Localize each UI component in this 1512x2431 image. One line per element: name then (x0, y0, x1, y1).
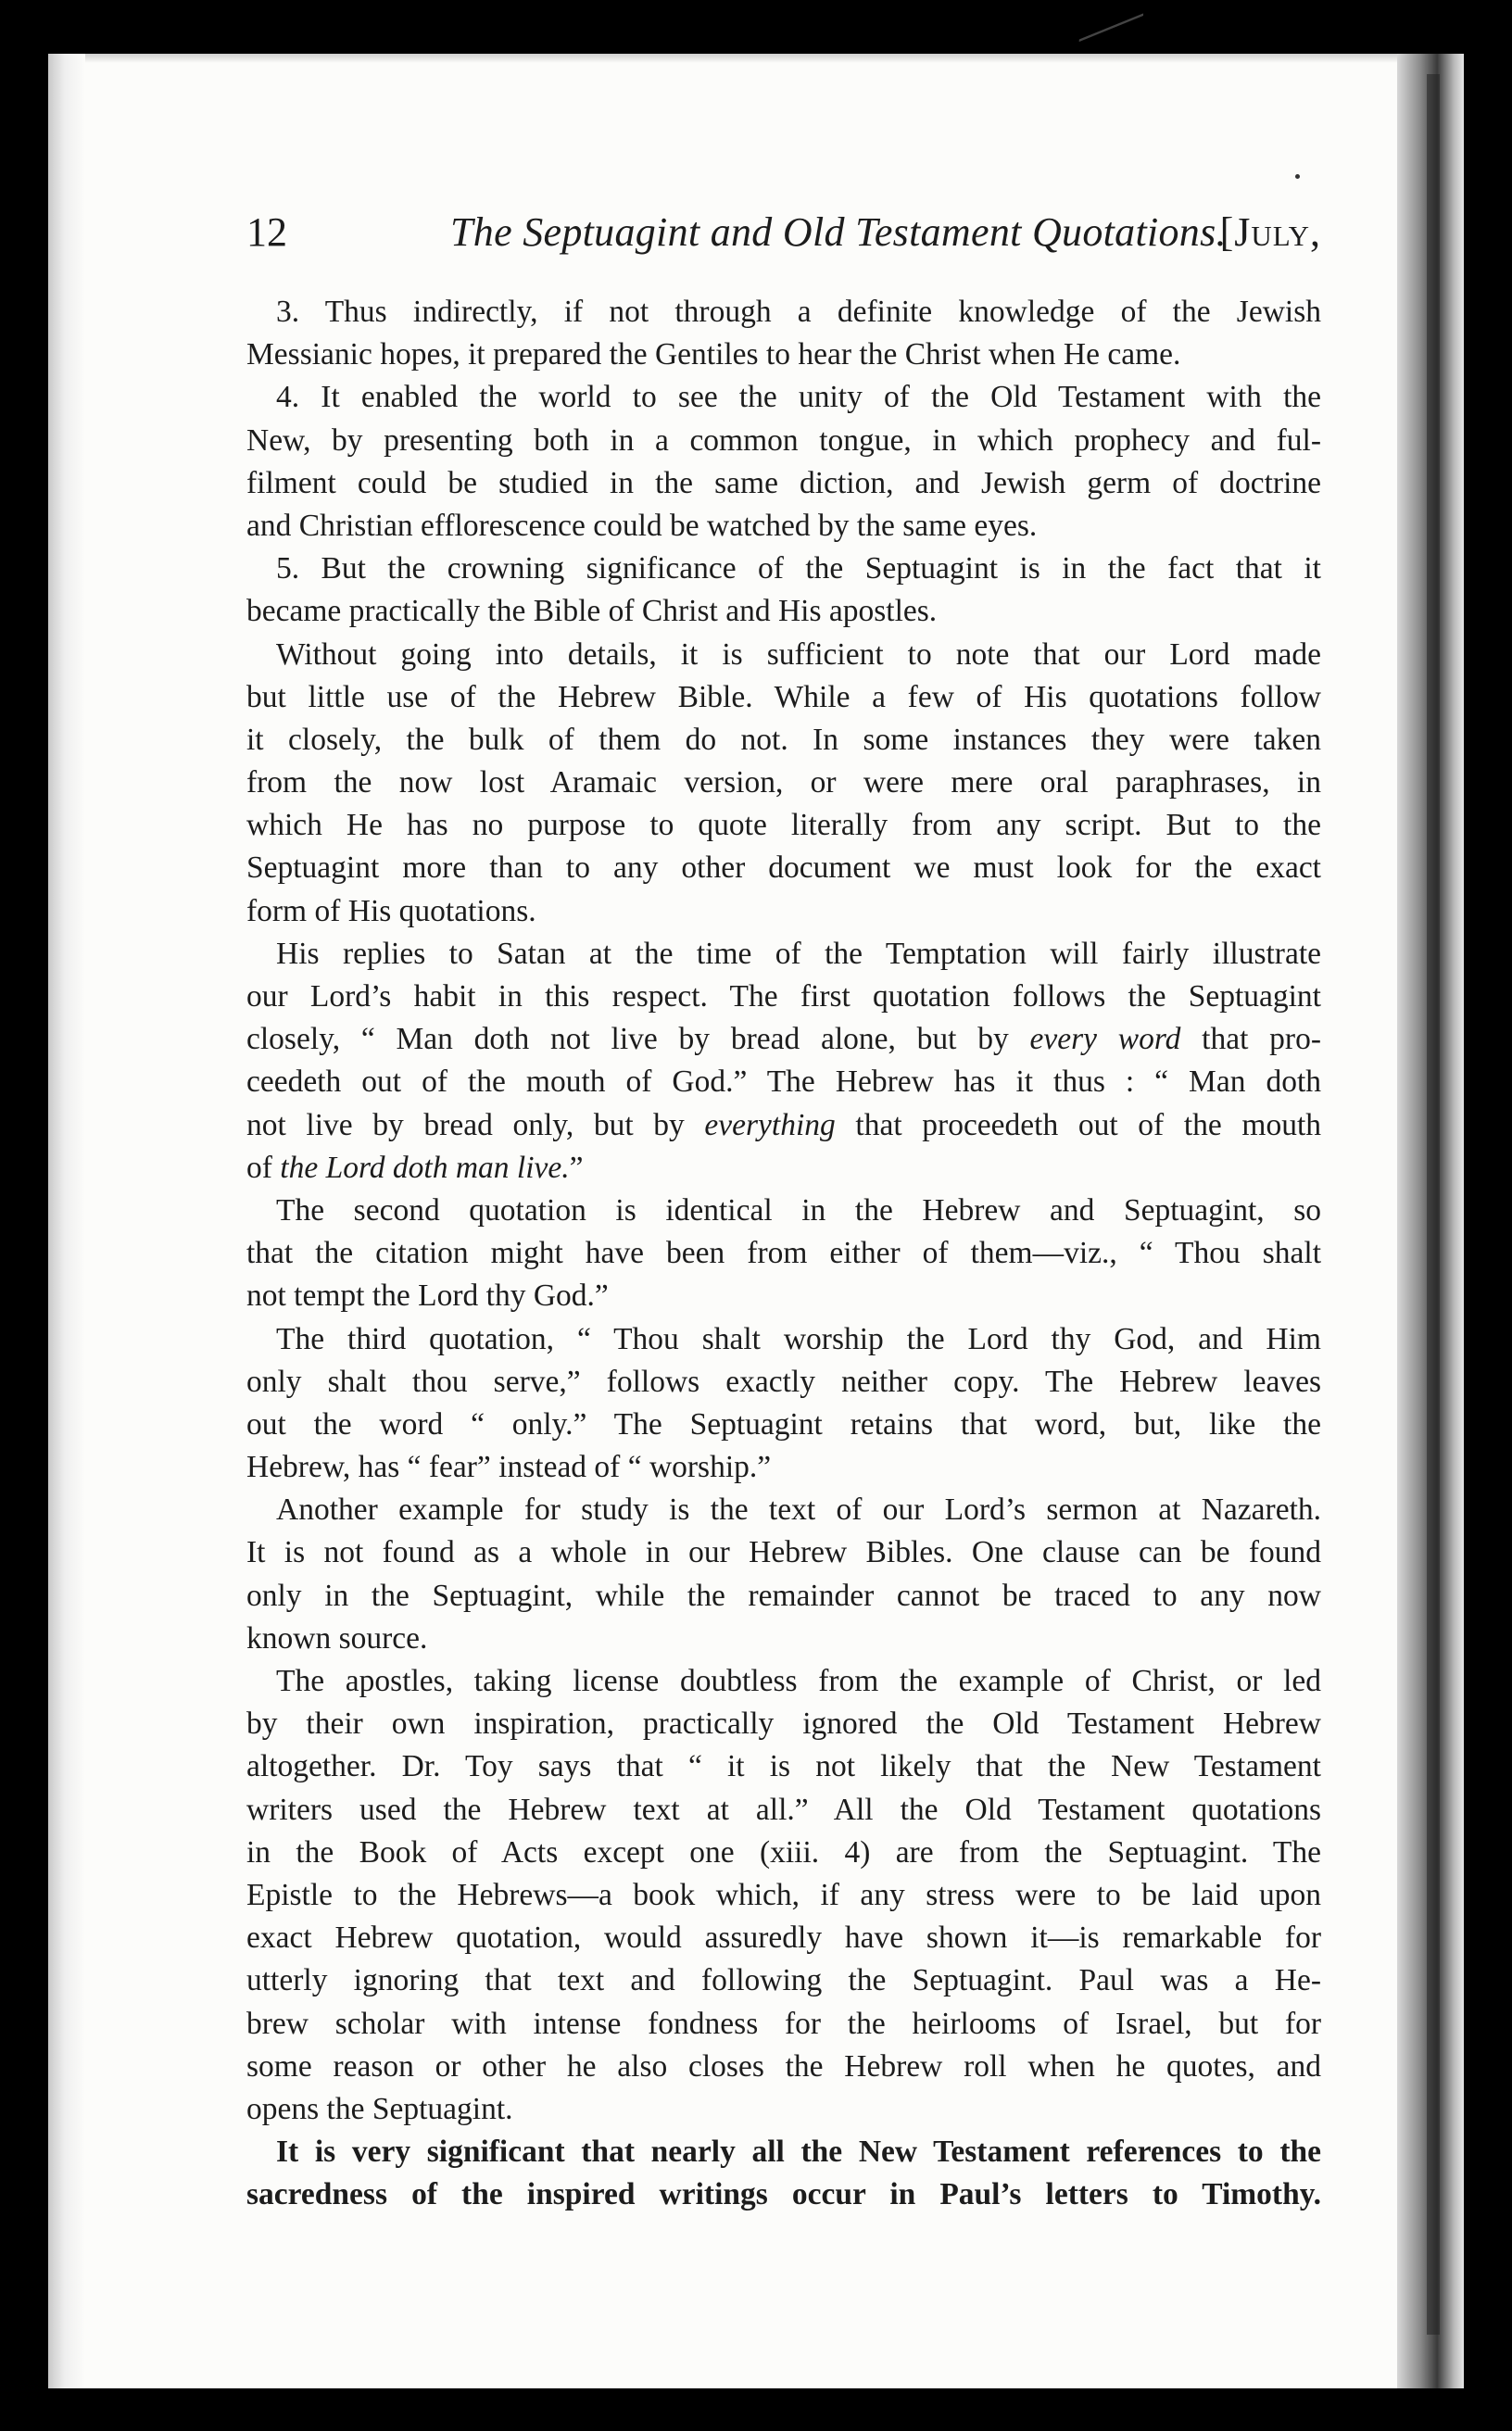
corner-mark (1079, 0, 1145, 42)
text-line: New, by presenting both in a common tongue, in which prophecy and ful- (246, 422, 1321, 458)
text-line: and Christian efflorescence could be watched by the same eyes. (246, 508, 1038, 543)
text-line: it closely, the bulk of them do not. In some instances they were taken (246, 722, 1321, 757)
text-line: but little use of the Hebrew Bible. While a few of His quotations follow (246, 679, 1321, 714)
text-line: by their own inspiration, practically ignored the Old Testament Hebrew (246, 1707, 1321, 1742)
text-line: of the Lord doth man live.” (246, 1150, 584, 1185)
text-line: from the now lost Aramaic version, or were mere oral paraphrases, in (246, 765, 1321, 800)
page-top-shadow (48, 54, 1464, 63)
body-text (246, 291, 1321, 2216)
text-line: The third quotation, “ Thou shalt worship the Lord thy God, and Him (276, 1321, 1321, 1356)
text-line: His replies to Satan at the time of the Temptation will fairly illustrate (276, 936, 1321, 971)
running-header (246, 208, 1321, 273)
text-line: which He has no purpose to quote literally from any script. But to the (246, 808, 1321, 843)
text-line: Another example for study is the text of our Lord’s sermon at Nazareth. (276, 1493, 1321, 1528)
text-line: not tempt the Lord thy God.” (246, 1278, 609, 1314)
text-line: Messianic hopes, it prepared the Gentiles to hear the Christ when He came. (246, 337, 1181, 372)
text-line: Septuagint more than to any other document we must look for the exact (246, 850, 1321, 886)
text-line: became practically the Bible of Christ and His apostles. (246, 594, 938, 629)
text-line: Epistle to the Hebrews—a book which, if any stress were to be laid upon (246, 1877, 1321, 1912)
text-line: form of His quotations. (246, 893, 536, 928)
ink-speck (1295, 174, 1300, 179)
text-line: altogether. Dr. Toy says that “ it is not likely that the New Testament (246, 1749, 1321, 1784)
text-line: our Lord’s habit in this respect. The first quotation follows the Septuagint (246, 979, 1321, 1014)
text-line: 3. Thus indirectly, if not through a definite knowledge of the Jewish (276, 295, 1321, 329)
page-number: 12 (246, 209, 287, 255)
italic-emphasis: every word (1029, 1022, 1181, 1057)
text-line: It is very significant that nearly all the New Testament references to the (276, 2135, 1321, 2170)
text-line: Hebrew, has “ fear” instead of “ worship.” (246, 1450, 772, 1485)
text-line: only in the Septuagint, while the remainder cannot be traced to any now (246, 1578, 1321, 1613)
text-line: out the word “ only.” The Septuagint retains that word, but, like the (246, 1406, 1321, 1442)
text-line: 5. But the crowning significance of the Septuagint is in the fact that it (276, 551, 1321, 586)
text-line: brew scholar with intense fondness for the heirlooms of Israel, but for (246, 2006, 1321, 2041)
text-line: opens the Septuagint. (246, 2091, 513, 2126)
page-right-shadow (1427, 74, 1440, 2335)
text-line: that the citation might have been from either of them—viz., “ Thou shalt (246, 1236, 1321, 1271)
issue-month: [July, (1219, 209, 1321, 255)
italic-emphasis: everything (704, 1107, 836, 1142)
page-left-gutter (48, 54, 85, 2388)
text-line: Without going into details, it is sufficient to note that our Lord made (276, 636, 1321, 672)
text-line: sacredness of the inspired writings occur in Paul’s letters to Timothy. (246, 2177, 1321, 2212)
text-line: ceedeth out of the mouth of God.” The Hebrew has it thus : “ Man doth (246, 1064, 1321, 1100)
running-title: The Septuagint and Old Testament Quotations. (450, 209, 1227, 255)
text-line: not live by bread only, but by everything that proceedeth out of the mouth (246, 1107, 1321, 1142)
text-line: It is not found as a whole in our Hebrew Bibles. One clause can be found (246, 1535, 1321, 1570)
text-line: only shalt thou serve,” follows exactly neither copy. The Hebrew leaves (246, 1364, 1321, 1399)
text-line: 4. It enabled the world to see the unity of the Old Testament with the (276, 380, 1321, 415)
text-line: exact Hebrew quotation, would assuredly have shown it—is remarkable for (246, 1921, 1321, 1956)
text-line: some reason or other he also closes the Hebrew roll when he quotes, and (246, 2048, 1321, 2084)
text-line: utterly ignoring that text and following the Septuagint. Paul was a He- (246, 1963, 1321, 1998)
text-line: The second quotation is identical in the Hebrew and Septuagint, so (276, 1192, 1321, 1228)
text-line: in the Book of Acts except one (xiii. 4) are from the Septuagint. The (246, 1834, 1321, 1870)
text-line: writers used the Hebrew text at all.” All the Old Testament quotations (246, 1792, 1321, 1827)
text-line: The apostles, taking license doubtless from the example of Christ, or led (276, 1664, 1321, 1698)
text-line: filment could be studied in the same diction, and Jewish germ of doctrine (246, 465, 1321, 500)
text-line: known source. (246, 1620, 428, 1656)
text-line: closely, “ Man doth not live by bread alone, but by every word that pro- (246, 1022, 1321, 1057)
italic-emphasis: the Lord doth man live. (280, 1150, 570, 1185)
